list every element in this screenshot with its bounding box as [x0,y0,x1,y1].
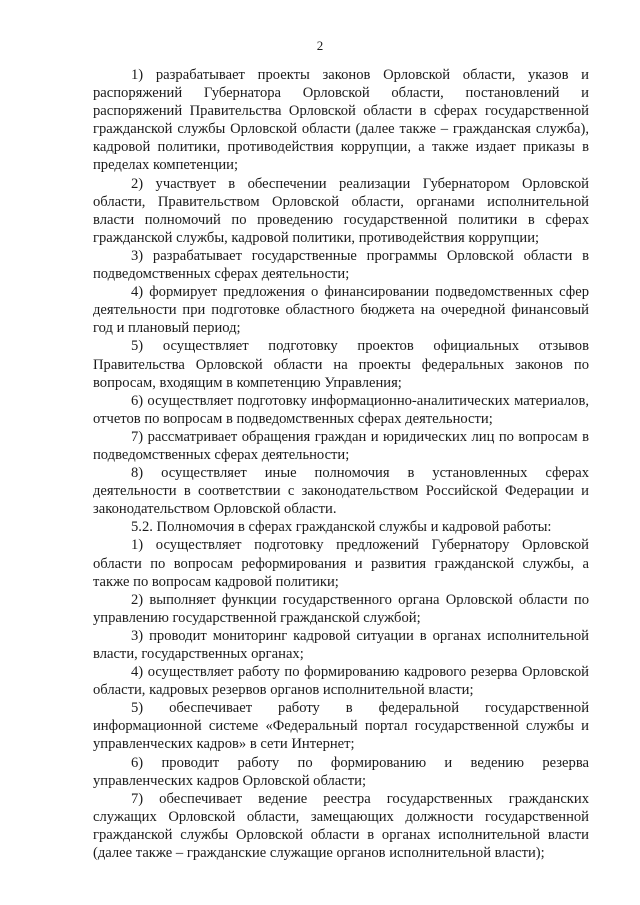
paragraph: 4) формирует предложения о финансировании подведомственных сфер деятельности при подготовке областного бюджета на очередной финансовый год и плановый период; [93,284,589,337]
paragraph: 8) осуществляет иные полномочия в установленных сферах деятельности в соответствии с законодательством Российской Федерации и законодательством Орловской области. [93,465,589,518]
document-body [93,66,589,862]
paragraph: 1) осуществляет подготовку предложений Губернатору Орловской области по вопросам реформирования и развития гражданской службы, а также по вопросам кадровой политики; [93,537,589,590]
paragraph: 1) разрабатывает проекты законов Орловской области, указов и распоряжений Губернатора Орловской области, постановлений и распоряжений Правительства Орловской области в сферах государственной гражданской службы Орловской области (далее также – гражданская служба), кадровой политики, противодействия коррупции, а также издает приказы в пределах компетенции; [93,67,589,174]
paragraph: 2) участвует в обеспечении реализации Губернатором Орловской области, Правительством Орловской области, органами исполнительной власти полномочий по проведению государственной политики в сферах гражданской службы, кадровой политики, противодействия коррупции; [93,175,589,246]
paragraph: 2) выполняет функции государственного органа Орловской области по управлению государственной гражданской службой; [93,591,589,626]
paragraph: 6) проводит работу по формированию и ведению резерва управленческих кадров Орловской области; [93,754,589,789]
paragraph: 7) рассматривает обращения граждан и юридических лиц по вопросам в подведомственных сферах деятельности; [93,428,589,463]
paragraph: 7) обеспечивает ведение реестра государственных гражданских служащих Орловской области, замещающих должности государственной гражданской службы Орловской области в органах исполнительной власти (далее также – гражданские служащие органов исполнительной власти); [93,790,589,862]
paragraph: 5) осуществляет подготовку проектов официальных отзывов Правительства Орловской области на проекты федеральных законов по вопросам, входящим в компетенцию Управления; [93,338,589,391]
paragraph: 4) осуществляет работу по формированию кадрового резерва Орловской области, кадровых резервов органов исполнительной власти; [93,664,589,699]
section-heading: 5.2. Полномочия в сферах гражданской службы и кадровой работы: [131,519,552,536]
paragraph: 6) осуществляет подготовку информационно-аналитических материалов, отчетов по вопросам в подведомственных сферах деятельности; [93,392,589,427]
paragraph: 3) проводит мониторинг кадровой ситуации в органах исполнительной власти, государственных органах; [93,627,589,662]
paragraph: 5) обеспечивает работу в федеральной государственной информационной системе «Федеральный портал государственной службы и управленческих кадров» в сети Интернет; [93,700,589,753]
paragraph: 3) разрабатывает государственные программы Орловской области в подведомственных сферах деятельности; [93,247,589,283]
page-number: 2 [316,38,324,53]
